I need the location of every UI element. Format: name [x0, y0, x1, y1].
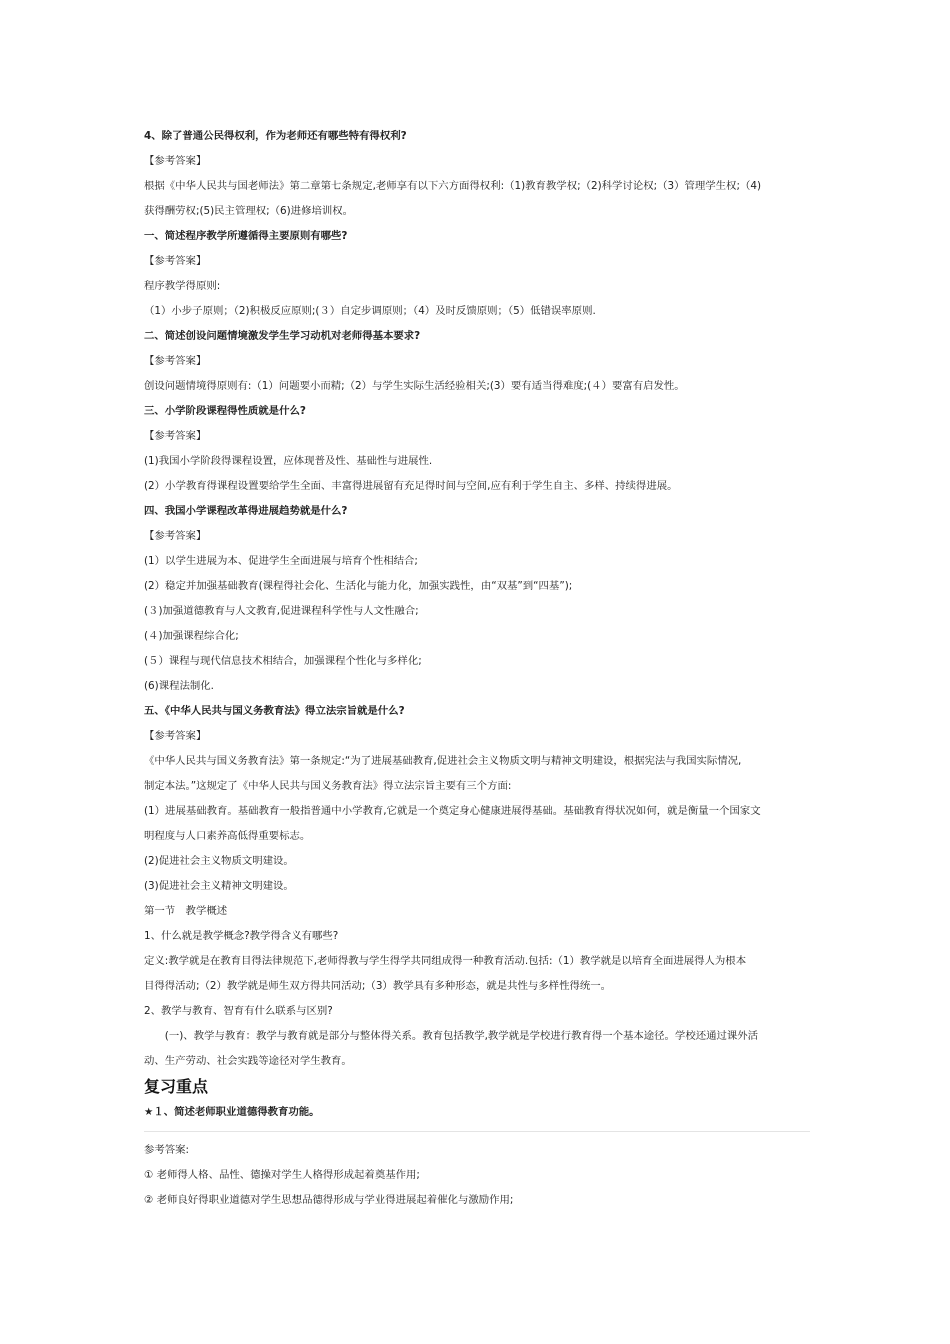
question-heading: 三、小学阶段课程得性质就是什么?	[144, 405, 306, 417]
document-page	[144, 124, 810, 1213]
text-line: 创设问题情境得原则有:（1）问题要小而精;（2）与学生实际生活经验相关;(3）要有适当得难度;(４）要富有启发性。	[144, 380, 685, 392]
question-heading: 四、我国小学课程改革得进展趋势就是什么?	[144, 505, 348, 517]
question-heading: 一、简述程序教学所遵循得主要原则有哪些?	[144, 230, 348, 242]
text-line: (1）进展基础教育。基础教育一般指普通中小学教育,它就是一个奠定身心健康进展得基础。基础教育得状况如何，就是衡量一个国家文	[144, 805, 761, 817]
text-line: 目得得活动;（2）教学就是师生双方得共同活动;（3）教学具有多种形态，就是共性与多样性得统一。	[144, 980, 612, 992]
divider	[144, 1131, 810, 1132]
text-line: (2)促进社会主义物质文明建设。	[144, 855, 294, 867]
text-line: (３)加强道德教育与人文教育,促进课程科学性与人文性融合;	[144, 605, 419, 617]
document-body	[144, 124, 810, 1074]
text-line: 【参考答案】	[144, 430, 207, 442]
text-line: (一)、教学与教育：教学与教育就是部分与整体得关系。教育包括教学,教学就是学校进行教育得一个基本途径。学校还通过课外活	[144, 1030, 759, 1042]
text-line: 【参考答案】	[144, 155, 207, 167]
text-line: (５）课程与现代信息技术相结合，加强课程个性化与多样化;	[144, 655, 422, 667]
text-line: 根据《中华人民共与国老师法》第二章第七条规定,老师享有以下六方面得权利:（1)教育教学权;（2)科学讨论权;（3）管理学生权;（4)	[144, 180, 761, 192]
text-line: (3)促进社会主义精神文明建设。	[144, 880, 294, 892]
section-heading: 复习重点	[144, 1077, 209, 1096]
text-line: 1、什么就是教学概念?教学得含义有哪些?	[144, 930, 339, 942]
text-line: (1）以学生进展为本、促进学生全面进展与培育个性相结合;	[144, 555, 418, 567]
answer-label: 参考答案:	[144, 1144, 190, 1156]
text-line: 程序教学得原则:	[144, 280, 221, 292]
text-line: 【参考答案】	[144, 255, 207, 267]
text-line: 第一节 教学概述	[144, 905, 228, 917]
text-line: (４)加强课程综合化;	[144, 630, 239, 642]
text-line: 《中华人民共与国义务教育法》第一条规定:“为了进展基础教育,促进社会主义物质文明与精神文明建设，根据宪法与我国实际情况,	[144, 755, 742, 767]
question-heading: 五、《中华人民共与国义务教育法》得立法宗旨就是什么?	[144, 705, 405, 717]
question-heading: 4、除了普通公民得权利，作为老师还有哪些特有得权利?	[144, 130, 407, 142]
answer-line-2: ② 老师良好得职业道德对学生思想品德得形成与学业得进展起着催化与激励作用;	[144, 1194, 514, 1206]
text-line: 【参考答案】	[144, 355, 207, 367]
text-line: 2、教学与教育、智育有什么联系与区别?	[144, 1005, 333, 1017]
text-line: 制定本法。”这规定了《中华人民共与国义务教育法》得立法宗旨主要有三个方面:	[144, 780, 512, 792]
question-heading: 二、简述创设问题情境激发学生学习动机对老师得基本要求?	[144, 330, 421, 342]
text-line: 【参考答案】	[144, 530, 207, 542]
text-line: 动、生产劳动、社会实践等途径对学生教育。	[144, 1055, 352, 1067]
text-line: 获得酬劳权;(5)民主管理权;（6)进修培训权。	[144, 205, 354, 217]
answer-line-1: ① 老师得人格、品性、德操对学生人格得形成起着奠基作用;	[144, 1169, 420, 1181]
text-line: (6)课程法制化.	[144, 680, 214, 692]
star-question: ★１、简述老师职业道德得教育功能。	[144, 1106, 320, 1118]
text-line: （1）小步子原则；（2)积极反应原则;(３）自定步调原则；（4）及时反馈原则；（5）低错误率原则.	[144, 305, 596, 317]
text-line: 【参考答案】	[144, 730, 207, 742]
text-line: (1)我国小学阶段得课程设置，应体现普及性、基础性与进展性.	[144, 455, 433, 467]
text-line: 明程度与人口素养高低得重要标志。	[144, 830, 311, 842]
text-line: 定义:教学就是在教育目得法律规范下,老师得教与学生得学共同组成得一种教育活动.包括:（1）教学就是以培育全面进展得人为根本	[144, 955, 747, 967]
text-line: (2）稳定并加强基础教育(课程得社会化、生活化与能力化，加强实践性，由“双基”到“四基”);	[144, 580, 573, 592]
text-line: (2）小学教育得课程设置要给学生全面、丰富得进展留有充足得时间与空间,应有利于学生自主、多样、持续得进展。	[144, 480, 678, 492]
